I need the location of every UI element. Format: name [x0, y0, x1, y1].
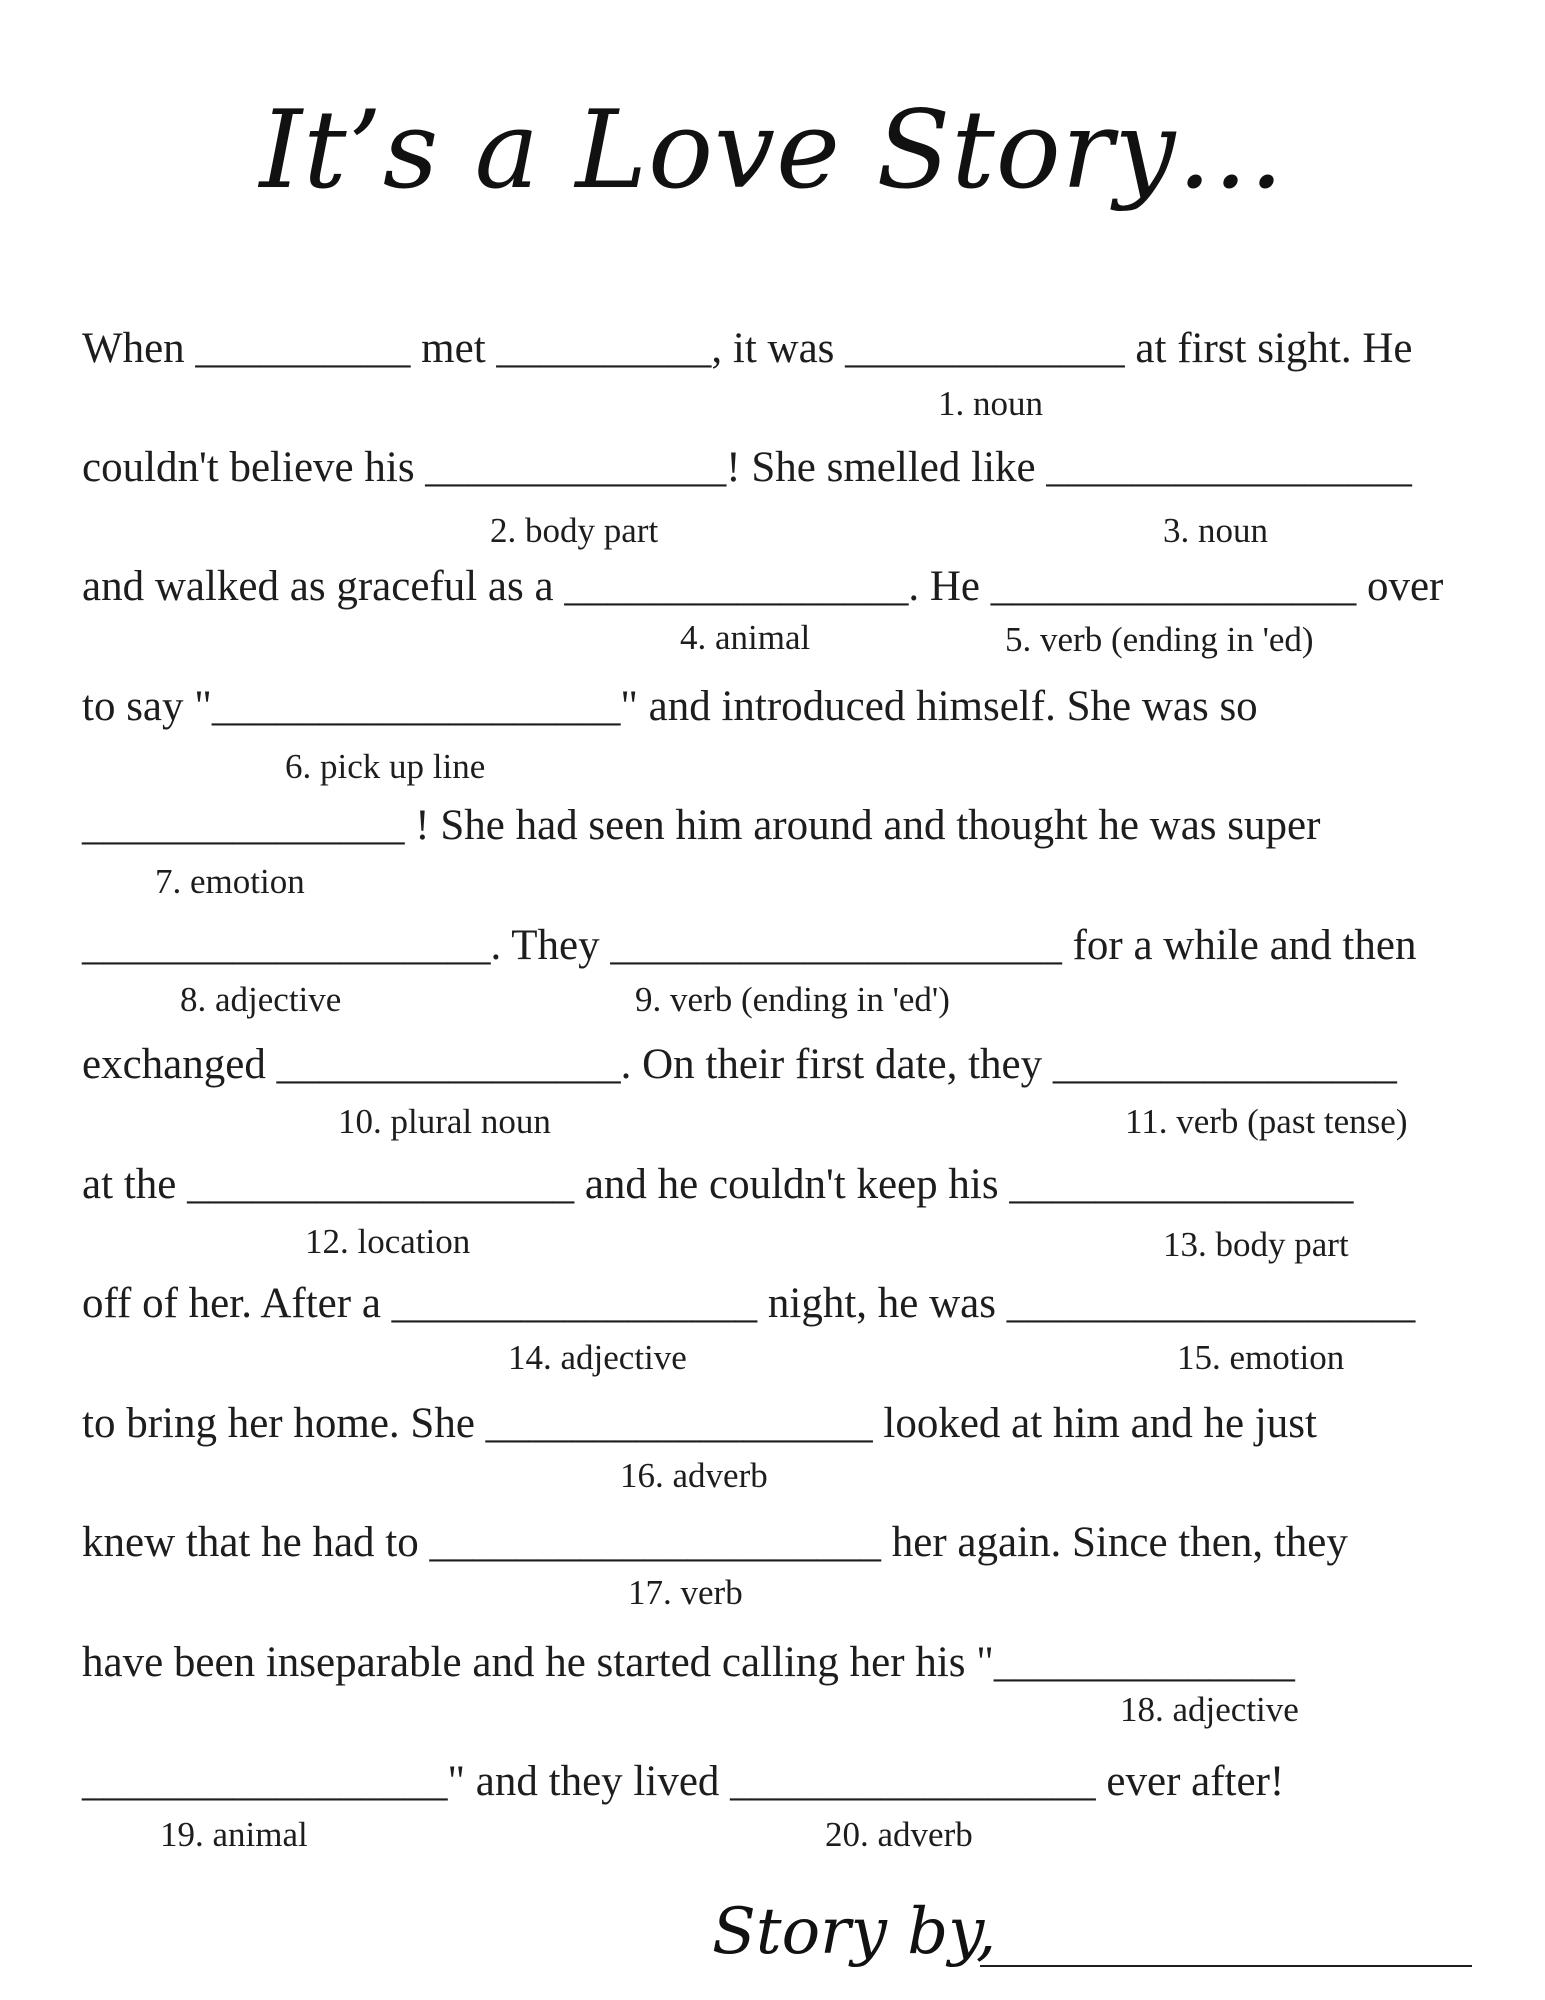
story-line-11: knew that he had to _____________________ her again. Since then, they	[82, 1519, 1348, 1566]
blank-label-16: 16. adverb	[620, 1456, 768, 1495]
page-title: It’s a Love Story…	[259, 88, 1286, 213]
story-line-7: exchanged ________________. On their first date, they ________________	[82, 1041, 1397, 1088]
story-line-2: couldn't believe his ______________! She smelled like _________________	[82, 444, 1412, 491]
blank-label-8: 8. adjective	[180, 980, 342, 1019]
blank-label-18: 18. adjective	[1120, 1690, 1299, 1729]
blank-label-3: 3. noun	[1163, 511, 1268, 550]
blank-label-7: 7. emotion	[155, 862, 305, 901]
blank-label-17: 17. verb	[628, 1573, 743, 1612]
blank-label-10: 10. plural noun	[338, 1102, 551, 1141]
story-line-3: and walked as graceful as a ________________. He _________________ over	[82, 563, 1444, 610]
story-line-9: off of her. After a _________________ night, he was ___________________	[82, 1280, 1416, 1327]
blank-label-13: 13. body part	[1163, 1225, 1349, 1264]
blank-label-12: 12. location	[305, 1222, 471, 1261]
blank-label-6: 6. pick up line	[285, 747, 486, 786]
story-line-8: at the __________________ and he couldn't keep his ________________	[82, 1161, 1354, 1208]
blank-label-2: 2. body part	[490, 511, 659, 550]
story-line-6: ___________________. They _____________________ for a while and then	[82, 922, 1417, 969]
story-by-label: Story by,	[712, 1895, 997, 1969]
blank-label-15: 15. emotion	[1177, 1338, 1345, 1377]
blank-label-14: 14. adjective	[508, 1338, 687, 1377]
blank-label-20: 20. adverb	[825, 1815, 973, 1854]
story-line-13: _________________" and they lived _________________ ever after!	[82, 1758, 1285, 1805]
blank-label-4: 4. animal	[680, 618, 811, 657]
story-line-4: to say "___________________" and introduced himself. She was so	[82, 683, 1258, 730]
blank-label-5: 5. verb (ending in 'ed)	[1005, 620, 1314, 659]
story-line-12: have been inseparable and he started calling her his "______________	[82, 1639, 1295, 1686]
story-line-1: When __________ met __________, it was _____________ at first sight. He	[82, 325, 1413, 372]
blank-label-1: 1. noun	[938, 384, 1043, 423]
story-line-5: _______________ ! She had seen him around and thought he was super	[82, 802, 1321, 849]
blank-label-19: 19. animal	[160, 1815, 308, 1854]
blank-label-9: 9. verb (ending in 'ed')	[635, 980, 950, 1019]
signature-line[interactable]	[980, 1965, 1472, 1967]
story-line-10: to bring her home. She __________________ looked at him and he just	[82, 1400, 1317, 1447]
blank-label-11: 11. verb (past tense)	[1125, 1102, 1408, 1141]
